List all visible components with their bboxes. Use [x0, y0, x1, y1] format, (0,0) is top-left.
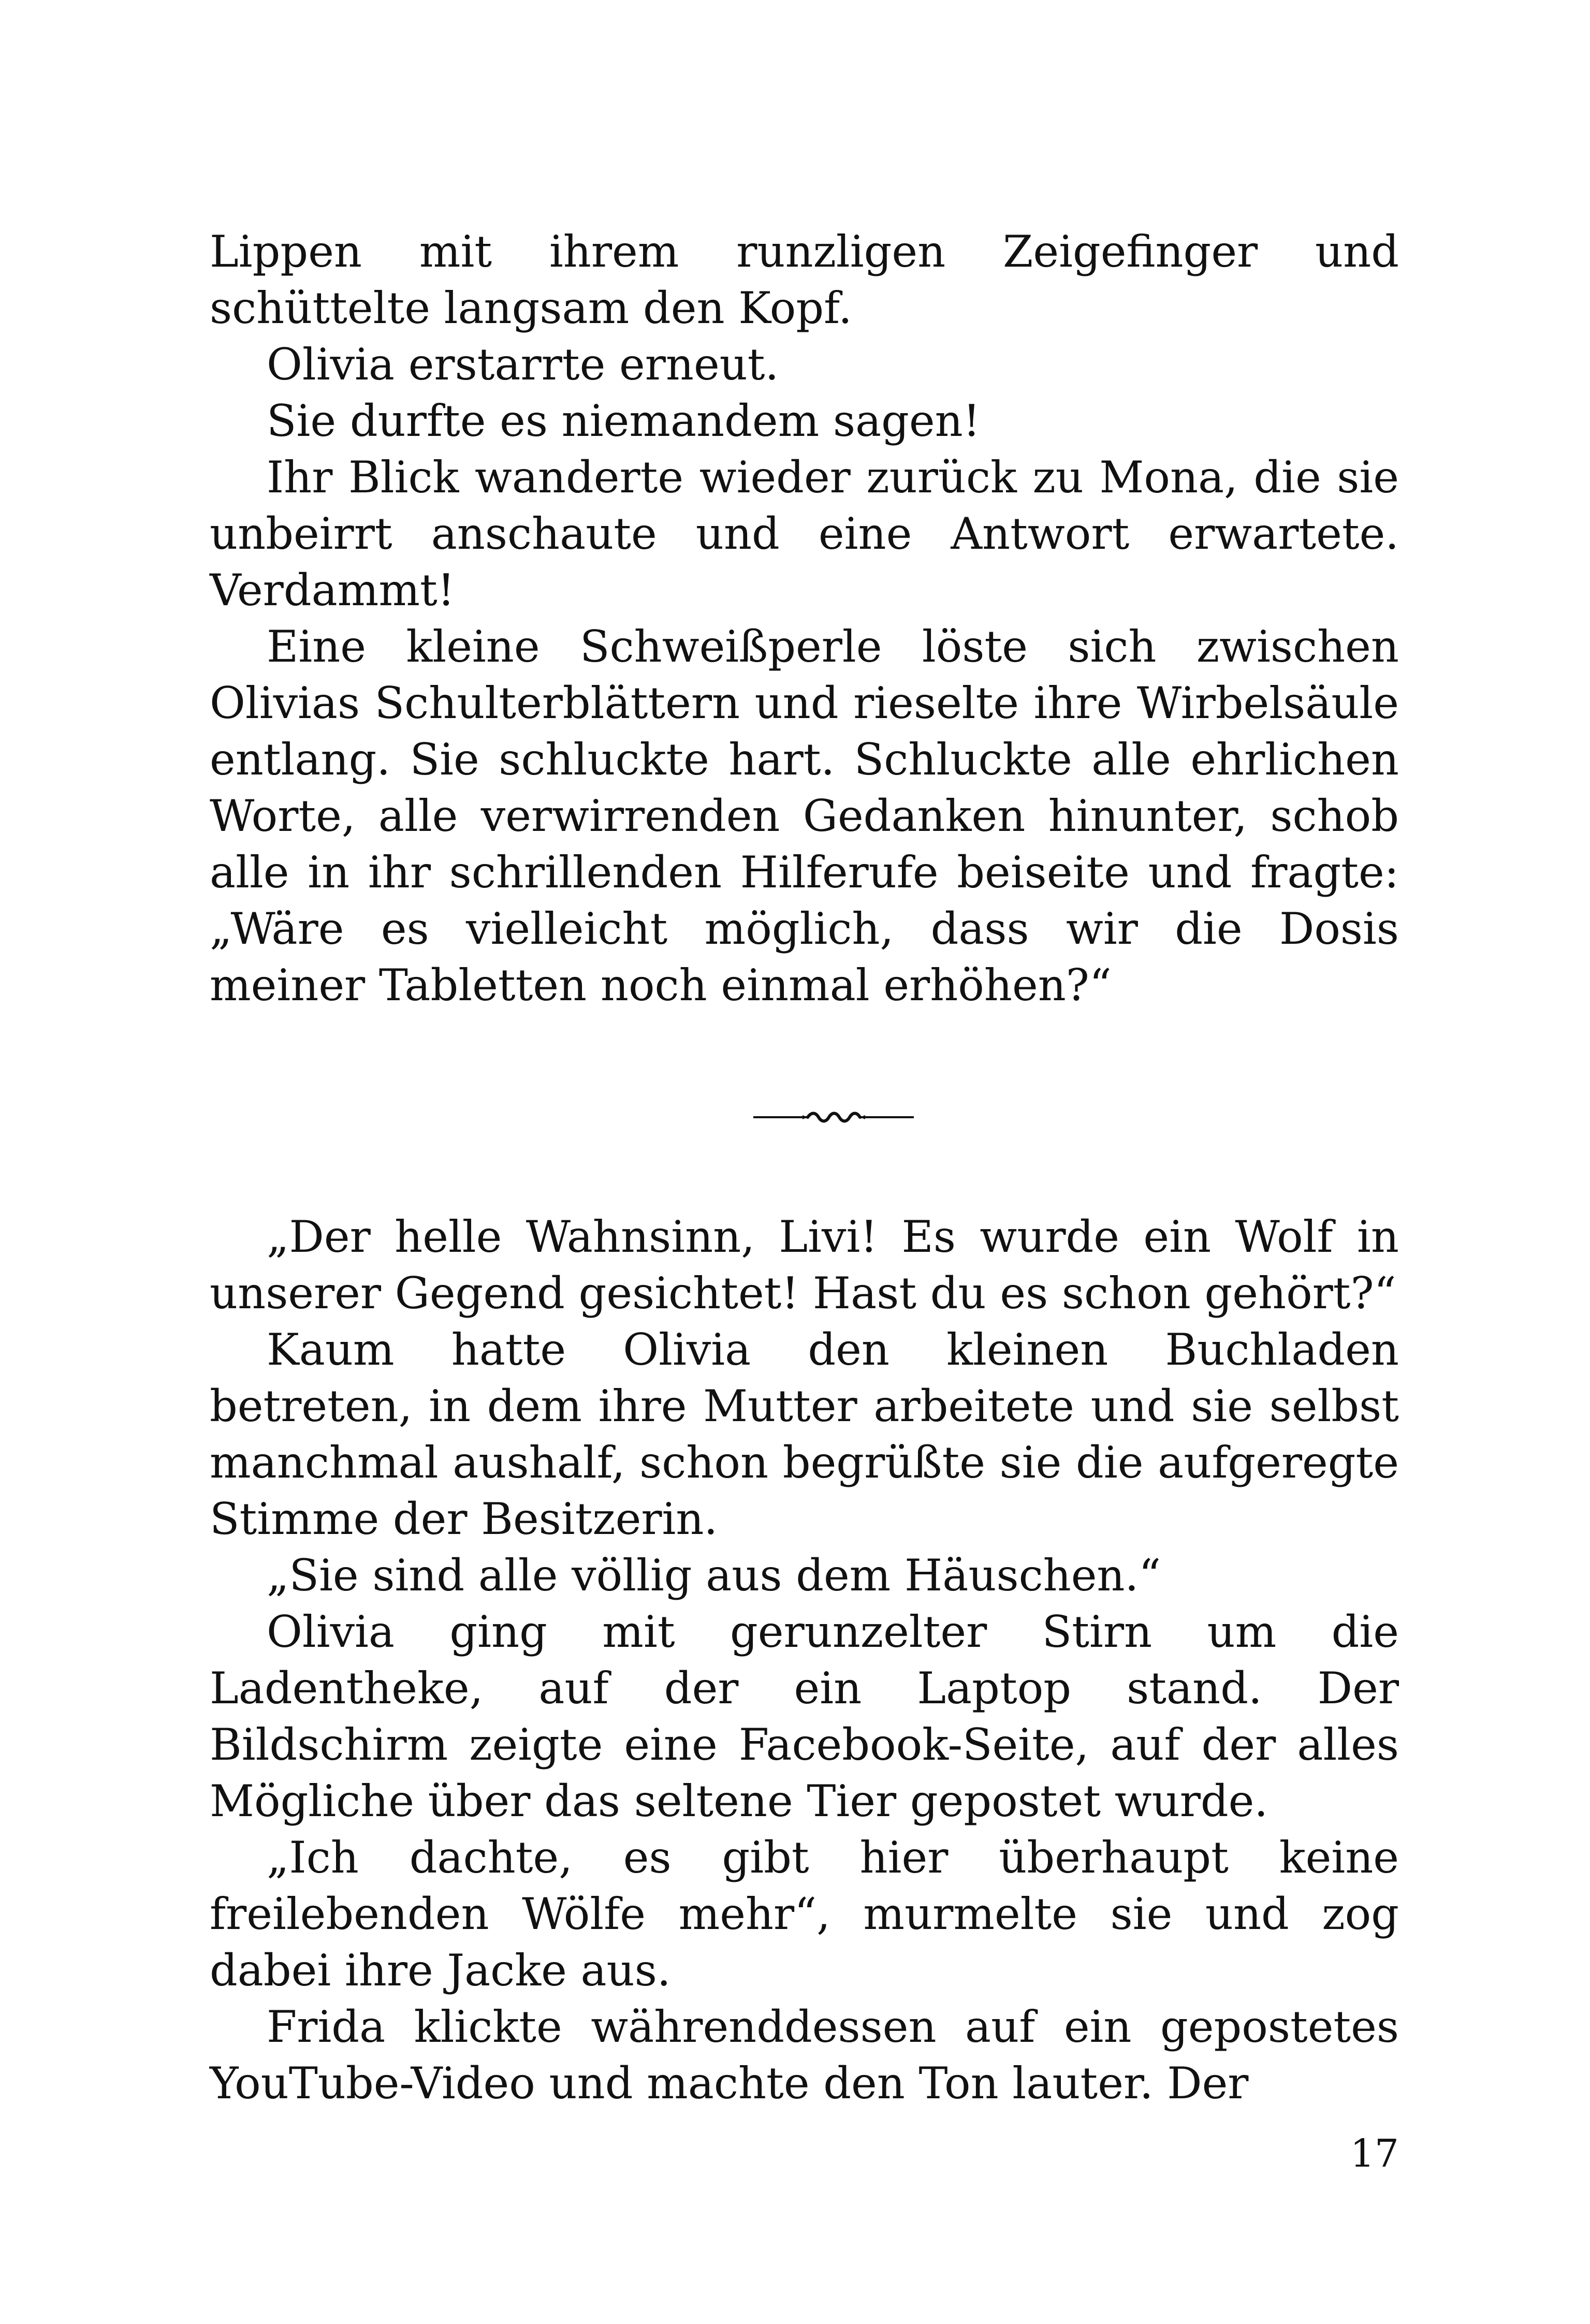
paragraph: Olivia ging mit gerunzelter Stirn um die Ladentheke, auf der ein Laptop stand. Der Bildschirm zeigte eine Facebook-Seite, auf der alles Mögliche über das seltene Tier gepostet wurde.: [210, 1606, 1399, 1826]
page-number: 17: [1350, 2131, 1399, 2176]
paragraph: Eine kleine Schweißperle löste sich zwischen Olivias Schulterblättern und rieselte ihre Wirbelsäule entlang. Sie schluckte hart. Schluckte alle ehrlichen Worte, alle verwirrenden Gedanken hinunter, schob alle in ihr schrillenden Hilferufe beiseite und fragte: „Wäre es vielleicht möglich, dass wir die Dosis meiner Tabletten noch einmal erhöhen?“: [210, 621, 1399, 1011]
paragraph: Frida klickte währenddessen auf ein gepostetes YouTube-Video und machte den Ton lauter. Der: [210, 2001, 1399, 2109]
scene-break-ornament-icon: [753, 1107, 914, 1128]
paragraph: „Sie sind alle völlig aus dem Häuschen.“: [267, 1550, 1161, 1601]
paragraph: „Der helle Wahnsinn, Livi! Es wurde ein Wolf in unserer Gegend gesichtet! Hast du es schon gehört?“: [210, 1211, 1399, 1319]
paragraph: Kaum hatte Olivia den kleinen Buchladen betreten, in dem ihre Mutter arbeitete und sie selbst manchmal aushalf, schon begrüßte sie die aufgeregte Stimme der Besitzerin.: [210, 1324, 1399, 1544]
text-section-two: [210, 1209, 1399, 2112]
paragraph: Ihr Blick wanderte wieder zurück zu Mona, die sie unbeirrt anschaute und eine Antwort erwartete. Verdammt!: [210, 452, 1399, 616]
text-section-one: [210, 224, 1399, 1014]
paragraph: Sie durfte es niemandem sagen!: [267, 396, 981, 446]
paragraph: Lippen mit ihrem runzligen Zeigefinger und schüttelte langsam den Kopf.: [210, 226, 1399, 333]
paragraph: „Ich dachte, es gibt hier überhaupt keine freilebenden Wölfe mehr“, murmelte sie und zog dabei ihre Jacke aus.: [210, 1832, 1399, 1996]
paragraph: Olivia erstarrte erneut.: [267, 339, 779, 390]
